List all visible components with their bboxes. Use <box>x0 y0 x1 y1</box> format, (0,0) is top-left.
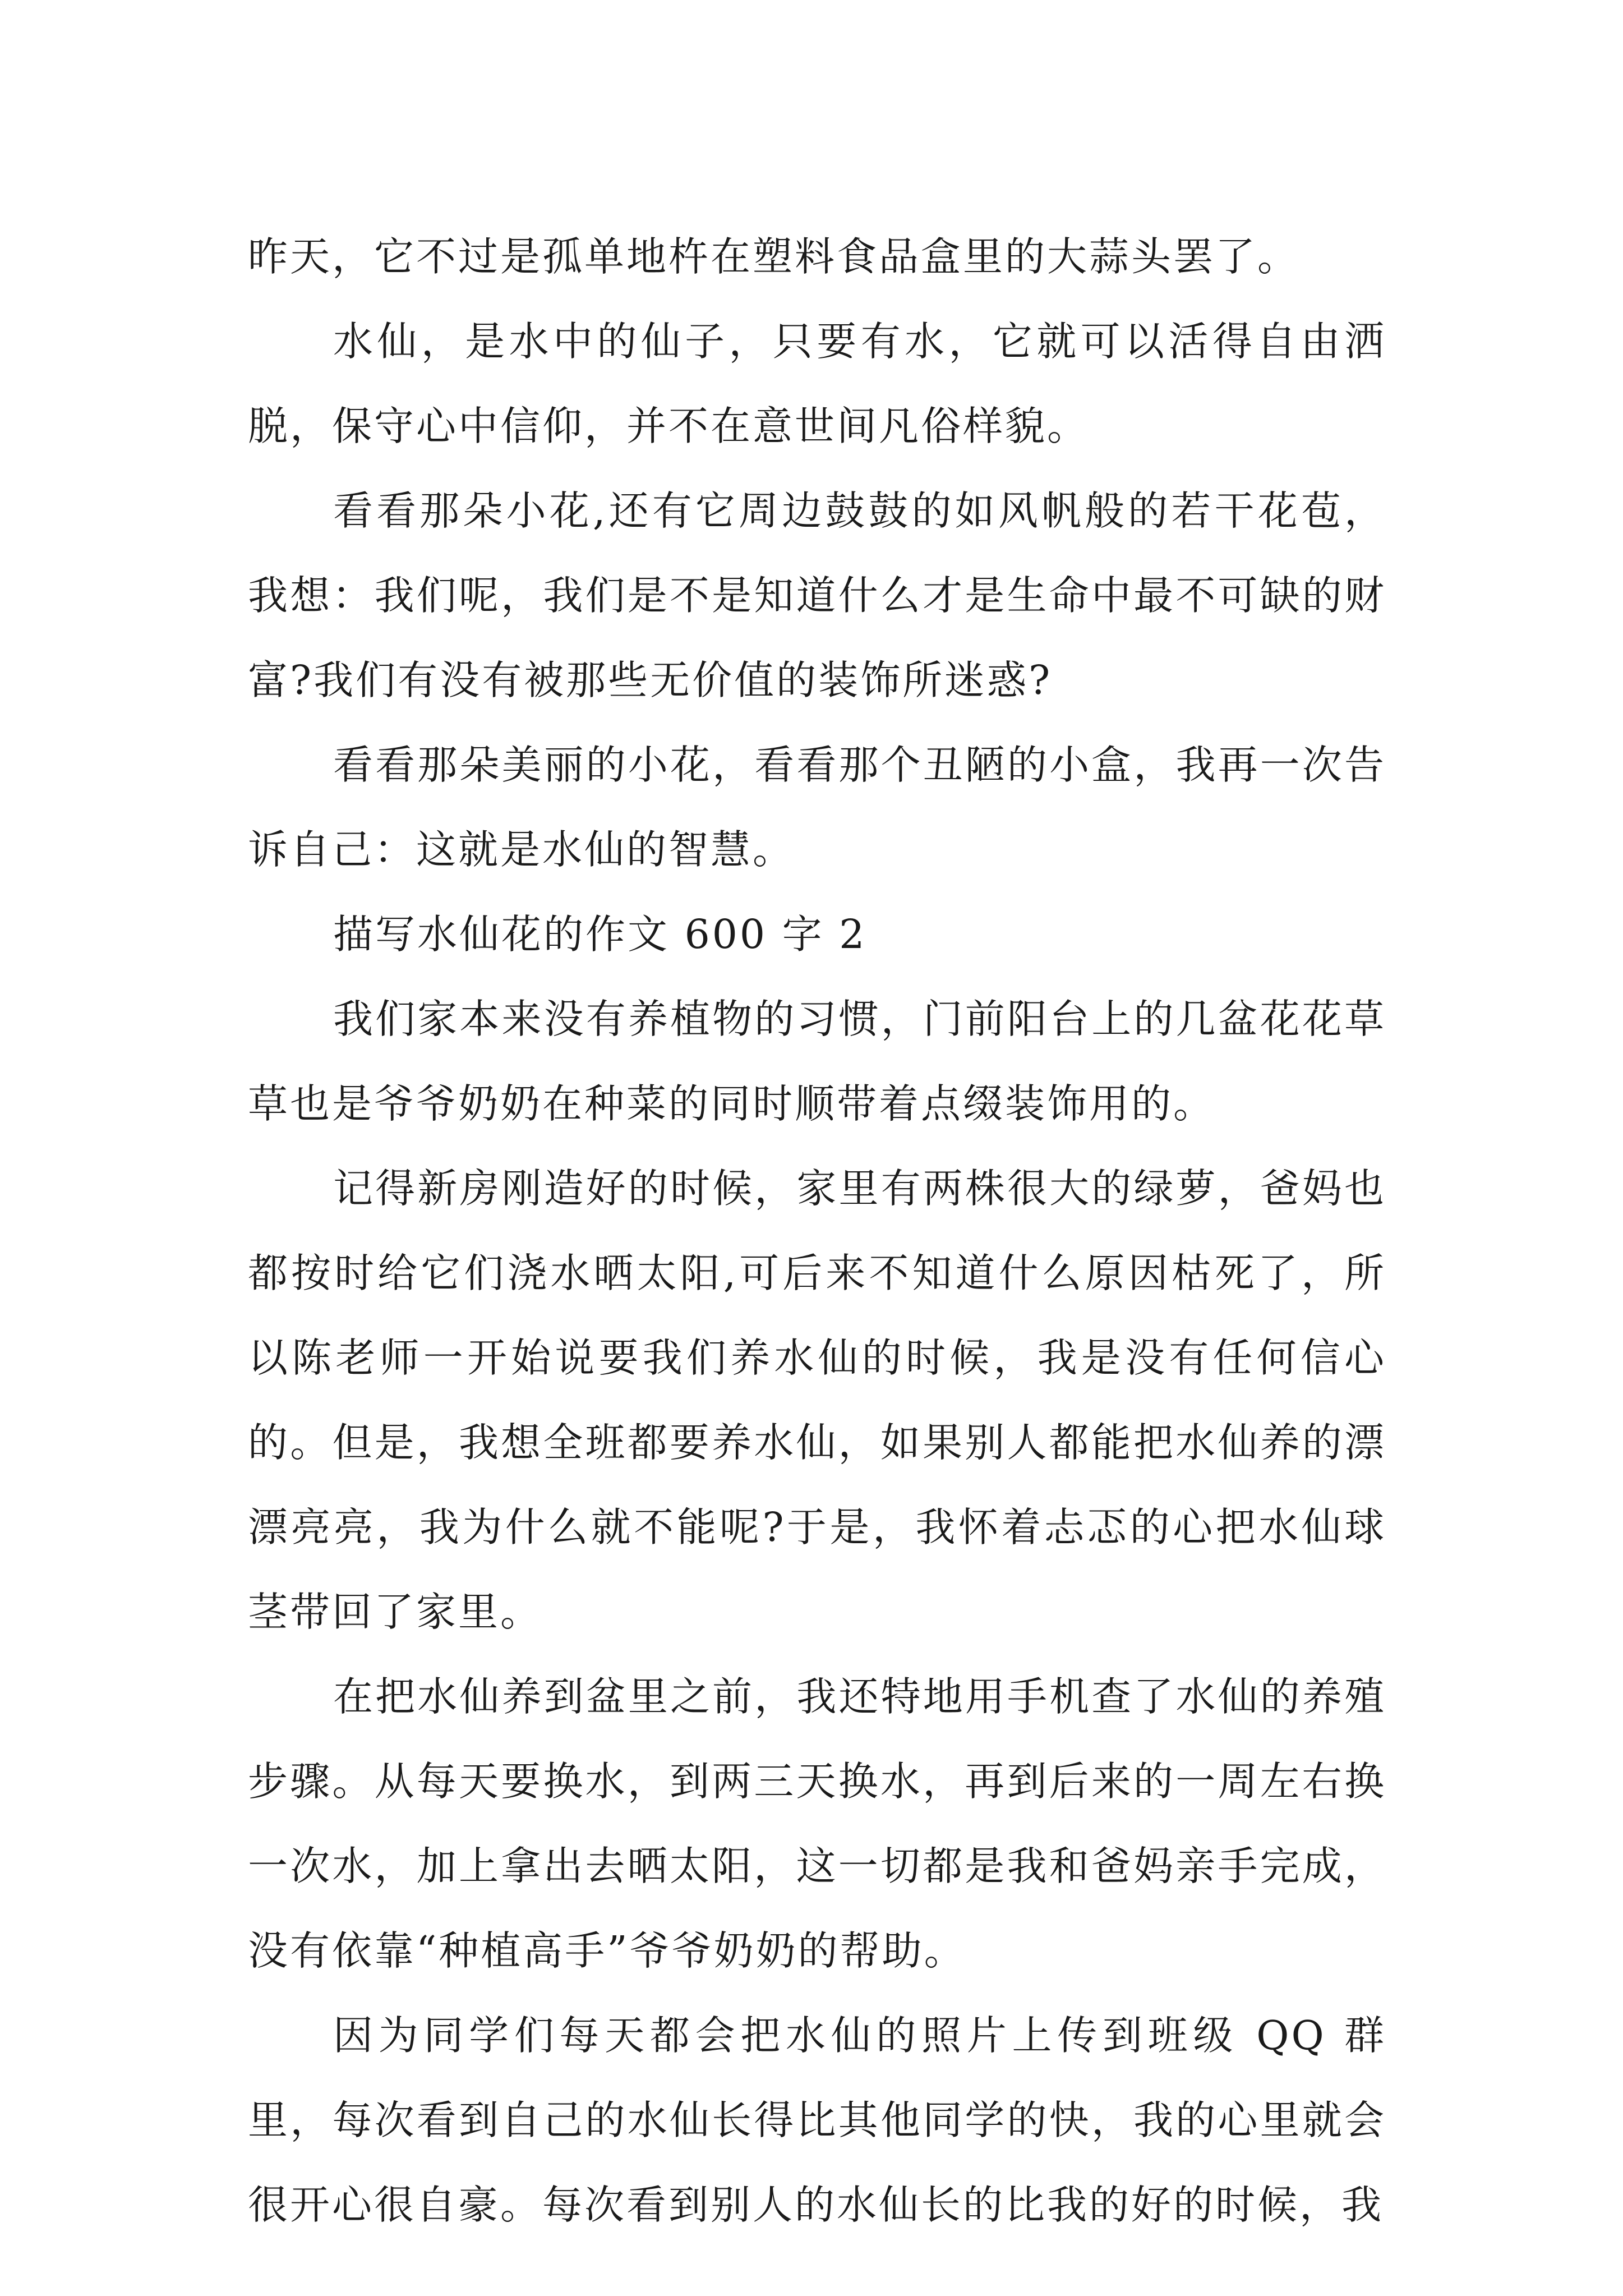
paragraph-3: 看看那朵小花,还有它周边鼓鼓的如风帆般的若干花苞，我想：我们呢，我们是不是知道什么才是生命中最不可缺的财富?我们有没有被那些无价值的装饰所迷惑? <box>248 487 1386 703</box>
paragraph-7: 在把水仙养到盆里之前，我还特地用手机查了水仙的养殖步骤。从每天要换水，到两三天换水，再到后来的一周左右换一次水，加上拿出去晒太阳，这一切都是我和爸妈亲手完成，没有依靠“种植高手”爷爷奶奶的帮助。 <box>248 1673 1386 1974</box>
paragraph-4: 看看那朵美丽的小花，看看那个丑陋的小盒，我再一次告诉自己：这就是水仙的智慧。 <box>248 742 1386 873</box>
document-body <box>248 214 1386 2247</box>
section-heading: 描写水仙花的作文 600 字 2 <box>333 911 867 958</box>
paragraph-1: 昨天，它不过是孤单地杵在塑料食品盒里的大蒜头罢了。 <box>248 233 1300 280</box>
paragraph-5: 我们家本来没有养植物的习惯，门前阳台上的几盆花花草草也是爷爷奶奶在种菜的同时顺带着点缀装饰用的。 <box>248 996 1386 1127</box>
paragraph-8: 因为同学们每天都会把水仙的照片上传到班级 QQ 群里，每次看到自己的水仙长得比其他同学的快，我的心里就会很开心很自豪。每次看到别人的水仙长的比我的好的时候，我 <box>248 2012 1386 2228</box>
paragraph-2: 水仙，是水中的仙子，只要有水，它就可以活得自由洒脱，保守心中信仰，并不在意世间凡俗样貌。 <box>248 318 1386 449</box>
paragraph-6: 记得新房刚造好的时候，家里有两株很大的绿萝，爸妈也都按时给它们浇水晒太阳,可后来不知道什么原因枯死了，所以陈老师一开始说要我们养水仙的时候，我是没有任何信心的。但是，我想全班都要养水仙，如果别人都能把水仙养的漂漂亮亮，我为什么就不能呢?于是，我怀着忐忑的心把水仙球茎带回了家里。 <box>248 1165 1386 1635</box>
